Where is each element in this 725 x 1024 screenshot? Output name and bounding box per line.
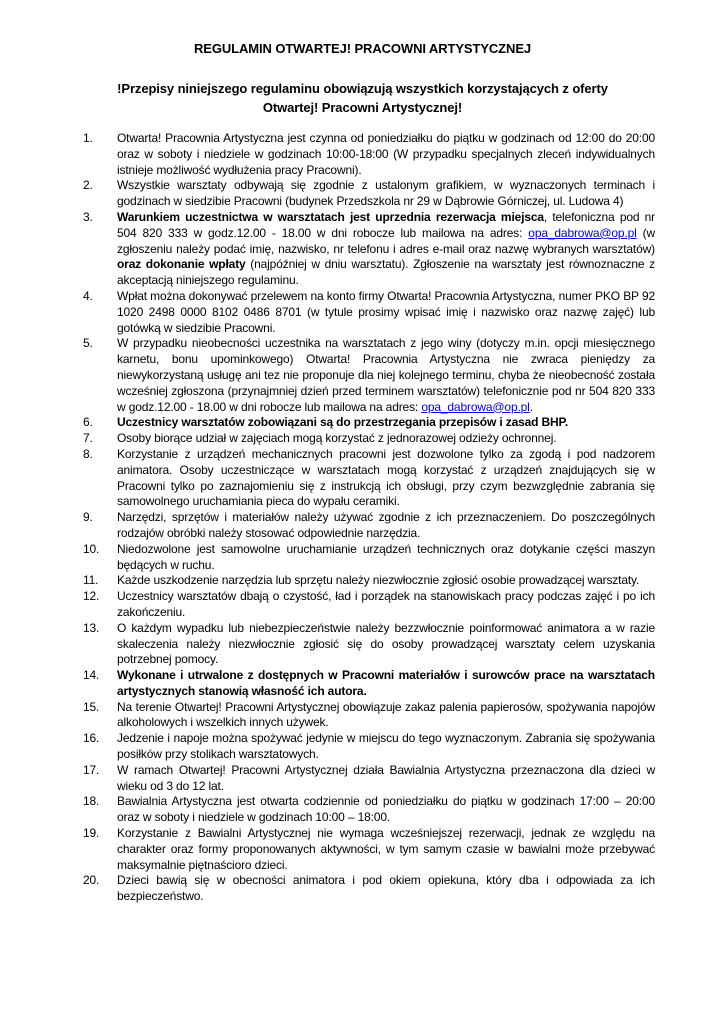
- rule-text: Dzieci bawią się w obecności animatora i pod okiem opiekuna, który dba i odpowiada za ich bezpieczeństwo.: [117, 873, 655, 904]
- rule-item: [0, 589, 725, 621]
- rule-bold-text: Warunkiem uczestnictwa w warsztatach jest uprzednia rezerwacja miejsca: [117, 209, 544, 224]
- rule-text: , telefoniczna pod nr 504 820 333 w godz.12.00 - 18.00 w dni robocze lub mailowa na adres:: [117, 209, 655, 240]
- rule-text: Na terenie Otwartej! Pracowni Artystycznej obowiązuje zakaz palenia papierosów, spożywania napojów alkoholowych i wszelkich innych używek.: [117, 699, 655, 730]
- email-link[interactable]: opa_dabrowa@op.pl: [421, 399, 530, 414]
- rule-bold-text: oraz dokonanie wpłaty: [117, 257, 246, 272]
- rule-item: [0, 542, 725, 574]
- rule-number: 6.: [83, 415, 93, 430]
- rule-item: [0, 826, 725, 873]
- rule-text: Wszystkie warsztaty odbywają się zgodnie z ustalonym grafikiem, w wyznaczonych terminach i godzinach w siedzibie Pracowni (budynek Przedszkola nr 29 w Dąbrowie Górniczej, ul. Ludowa 4): [117, 178, 655, 209]
- rule-number: 8.: [83, 446, 93, 461]
- rule-item: [0, 447, 725, 510]
- rule-number: 10.: [83, 541, 100, 556]
- rule-text: Bawialnia Artystyczna jest otwarta codziennie od poniedziałku do piątku w godzinach 17:00 – 20:00 oraz w soboty i niedziele w godzinach 10:00 – 18:00.: [117, 794, 655, 825]
- rule-text: W ramach Otwartej! Pracowni Artystycznej działa Bawialnia Artystyczna przeznaczona dla dzieci w wieku od 3 do 12 lat.: [117, 762, 655, 793]
- rule-number: 3.: [83, 209, 93, 224]
- rule-item: [0, 510, 725, 542]
- rule-number: 13.: [83, 620, 100, 635]
- rule-number: 15.: [83, 699, 100, 714]
- rule-item: [0, 763, 725, 795]
- rule-text: Otwarta! Pracownia Artystyczna jest czynna od poniedziałku do piątku w godzinach od 12:00 do 20:00 oraz w soboty i niedziele w godzinach 10:00-18:00 (W przypadku specjalnych zleceń indywidualnych istnieje możliwość wydłużenia pracy Pracowni).: [117, 131, 655, 177]
- rule-bold-text: Uczestnicy warsztatów zobowiązani są do przestrzegania przepisów i zasad BHP.: [117, 415, 569, 430]
- rule-text: W przypadku nieobecności uczestnika na warsztatach z jego winy (dotyczy m.in. opcji miesięcznego karnetu, bonu upominkowego) Otwarta! Pracownia Artystyczna nie zwraca pieniędzy za niewykorzystaną usługę ani tez nie proponuje dla niej kolejnego terminu, chyba że nieobecność została wcześniej zgłoszona (przynajmniej dzień przed terminem warsztatów) telefonicznie pod nr 504 820 333 w godz.12.00 - 18.00 w dni robocze lub mailowa na adres:: [117, 336, 655, 414]
- rule-text: Jedzenie i napoje można spożywać jedynie w miejscu do tego wyznaczonym. Zabrania się spożywania posiłków przy stolikach warsztatowych.: [117, 731, 655, 762]
- rule-bold-text: Wykonane i utrwalone z dostępnych w Pracowni materiałów i surowców prace na warsztatach artystycznych stanowią własność ich autora.: [117, 668, 655, 698]
- rule-text: .: [529, 399, 533, 414]
- rule-number: 19.: [83, 826, 100, 841]
- rule-item: [0, 336, 725, 415]
- rule-text: O każdym wypadku lub niebezpieczeństwie należy bezzwłocznie poinformować animatora a w razie skaleczenia należy niezwłocznie zgłosić się do osoby prowadzącej warsztaty celem uzyskania potrzebnej pomocy.: [117, 620, 655, 667]
- rule-number: 9.: [83, 510, 93, 525]
- rules-list: [0, 131, 725, 905]
- rule-item: [0, 573, 725, 589]
- rule-number: 17.: [83, 762, 100, 777]
- rule-item: [0, 131, 725, 178]
- rule-text: Uczestnicy warsztatów dbają o czystość, ład i porządek na stanowiskach pracy podczas zajęć i po ich zakończeniu.: [117, 589, 655, 619]
- rule-number: 16.: [83, 731, 100, 746]
- email-link[interactable]: opa_dabrowa@op.pl: [528, 225, 637, 240]
- rule-text: Narzędzi, sprzętów i materiałów należy używać zgodnie z ich przeznaczeniem. Do poszczególnych rodzajów obróbki należy stosować odpowiednie narzędzia.: [117, 510, 655, 540]
- rule-item: [0, 415, 725, 431]
- rule-item: [0, 431, 725, 447]
- rule-number: 12.: [83, 589, 100, 604]
- rule-text: Korzystanie z Bawialni Artystycznej nie wymaga wcześniejszej rezerwacji, jednak ze względu na charakter oraz formy proponowanych aktywności, w tym samym czasie w bawialni może przebywać maksymalnie piętnaścioro dzieci.: [117, 826, 655, 872]
- rule-item: [0, 178, 725, 210]
- rule-item: [0, 873, 725, 905]
- rule-item: [0, 289, 725, 336]
- rule-number: 5.: [83, 336, 93, 351]
- rule-number: 18.: [83, 794, 100, 809]
- rule-text: Wpłat można dokonywać przelewem na konto firmy Otwarta! Pracownia Artystyczna, numer PKO BP 92 1020 2498 0000 8102 0486 8701 (w tytule prosimy wpisać imię i nazwisko oraz nazwę zajęć) lub gotówką w siedzibie Pracowni.: [117, 288, 655, 335]
- rule-item: [0, 794, 725, 826]
- rule-text: Korzystanie z urządzeń mechanicznych pracowni jest dozwolone tylko za zgodą i pod nadzorem animatora. Osoby uczestniczące w warsztatach mogą korzystać z urządzeń znajdujących się w Pracowni tylko po zaznajomieniu się z instrukcją ich obsługi, przy czym bezwzględnie zabrania się samowolnego uruchamiania pieca do wypału ceramiki.: [117, 446, 655, 509]
- rule-item: [0, 700, 725, 732]
- rule-item: [0, 668, 725, 700]
- rule-text: (w zgłoszeniu należy podać imię, nazwisko, nr telefonu i adres e-mail oraz nazwę wybranych warsztatów): [117, 225, 655, 256]
- document-title: REGULAMIN OTWARTEJ! PRACOWNI ARTYSTYCZNEJ: [193, 41, 532, 56]
- rule-number: 11.: [83, 573, 99, 588]
- document-subtitle: !Przepisy niniejszego regulaminu obowiązują wszystkich korzystających z oferty Otwartej! Pracowni Artystycznej!: [117, 81, 608, 115]
- rule-item: [0, 731, 725, 763]
- rule-text: (najpóźniej w dniu warsztatu). Zgłoszenie na warsztaty jest równoznaczne z akceptacją niniejszego regulaminu.: [117, 257, 655, 288]
- rule-text: Niedozwolone jest samowolne uruchamianie urządzeń technicznych oraz dotykanie części maszyn będących w ruchu.: [117, 541, 655, 572]
- rule-text: Osoby biorące udział w zajęciach mogą korzystać z jednorazowej odzieży ochronnej.: [117, 431, 557, 446]
- rule-number: 7.: [83, 431, 93, 446]
- rule-number: 1.: [83, 131, 93, 145]
- rule-number: 2.: [83, 178, 93, 193]
- rule-item: [0, 621, 725, 668]
- rule-item: [0, 210, 725, 289]
- rule-number: 4.: [83, 288, 93, 303]
- rule-text: Każde uszkodzenie narzędzia lub sprzętu należy niezwłocznie zgłosić osobie prowadzącej warsztaty.: [117, 573, 640, 588]
- rule-number: 20.: [83, 873, 100, 888]
- rule-number: 14.: [83, 668, 100, 683]
